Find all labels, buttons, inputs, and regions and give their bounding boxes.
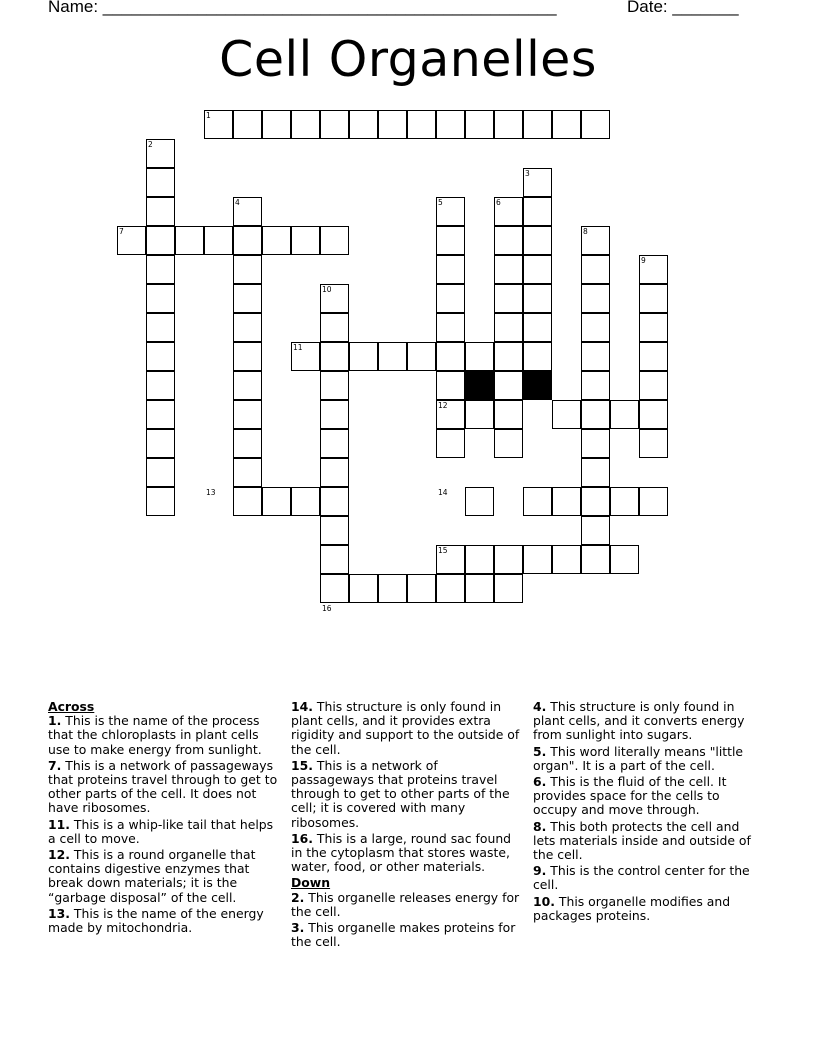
grid-cell[interactable] bbox=[639, 255, 668, 284]
grid-cell[interactable] bbox=[581, 342, 610, 371]
clue-number-label: 1 bbox=[206, 111, 211, 120]
down-heading: Down bbox=[291, 875, 331, 891]
page-title: Cell Organelles bbox=[219, 31, 597, 88]
clue-number-label: 15 bbox=[438, 546, 448, 555]
grid-cell[interactable] bbox=[494, 110, 523, 139]
grid-cell[interactable] bbox=[494, 429, 523, 458]
grid-cell[interactable] bbox=[349, 574, 378, 603]
grid-cell[interactable] bbox=[233, 342, 262, 371]
grid-cell[interactable] bbox=[320, 574, 349, 603]
name-field[interactable]: Name: ________________________________________________ bbox=[48, 0, 557, 16]
grid-cell[interactable] bbox=[262, 110, 291, 139]
clue-number: 16. bbox=[291, 830, 313, 846]
clue-number-label: 2 bbox=[148, 140, 153, 149]
grid-cell[interactable] bbox=[523, 284, 552, 313]
grid-cell[interactable] bbox=[494, 342, 523, 371]
clue-text: This is a whip-like tail that helps a cell to move. bbox=[48, 816, 274, 846]
grid-cell[interactable] bbox=[378, 574, 407, 603]
clue-item bbox=[48, 907, 280, 935]
grid-cell[interactable] bbox=[581, 545, 610, 574]
grid-cell[interactable] bbox=[436, 226, 465, 255]
clue-number-label: 5 bbox=[438, 198, 443, 207]
clue-number-label: 3 bbox=[525, 169, 530, 178]
grid-cell[interactable] bbox=[581, 255, 610, 284]
clue-number-label: 14 bbox=[438, 488, 448, 497]
grid-cell[interactable] bbox=[581, 226, 610, 255]
grid-cell[interactable] bbox=[233, 110, 262, 139]
grid-cell[interactable] bbox=[523, 255, 552, 284]
grid-cell[interactable] bbox=[262, 487, 291, 516]
grid-cell[interactable] bbox=[378, 110, 407, 139]
grid-cell[interactable] bbox=[436, 313, 465, 342]
grid-cell[interactable] bbox=[146, 400, 175, 429]
grid-cell[interactable] bbox=[523, 487, 552, 516]
grid-cell[interactable] bbox=[117, 226, 146, 255]
grid-cell[interactable] bbox=[523, 197, 552, 226]
clues-column-1 bbox=[48, 700, 280, 937]
grid-cell[interactable] bbox=[581, 516, 610, 545]
clue-number: 7. bbox=[48, 757, 62, 773]
grid-cell[interactable] bbox=[610, 545, 639, 574]
grid-cell[interactable] bbox=[378, 342, 407, 371]
grid-cell[interactable] bbox=[523, 313, 552, 342]
grid-cell[interactable] bbox=[581, 487, 610, 516]
grid-cell[interactable] bbox=[320, 545, 349, 574]
clue-number-label: 4 bbox=[235, 198, 240, 207]
clue-number: 2. bbox=[291, 889, 305, 905]
clue-number: 5. bbox=[533, 743, 547, 759]
clue-number: 9. bbox=[533, 863, 547, 879]
clue-item bbox=[291, 759, 523, 830]
grid-cell[interactable] bbox=[465, 110, 494, 139]
grid-cell[interactable] bbox=[552, 487, 581, 516]
grid-cell[interactable] bbox=[320, 110, 349, 139]
grid-cell[interactable] bbox=[523, 226, 552, 255]
grid-cell[interactable] bbox=[494, 226, 523, 255]
clue-item bbox=[533, 820, 765, 863]
clue-number: 10. bbox=[533, 893, 555, 909]
grid-cell[interactable] bbox=[581, 371, 610, 400]
clue-item bbox=[48, 848, 280, 905]
clue-number-label: 9 bbox=[641, 256, 646, 265]
clue-text: This structure is only found in plant cells, and it converts energy from sunlight into sugars. bbox=[533, 699, 745, 743]
grid-cell[interactable] bbox=[291, 487, 320, 516]
grid-cell[interactable] bbox=[494, 284, 523, 313]
grid-cell[interactable] bbox=[407, 110, 436, 139]
clue-number: 3. bbox=[291, 920, 305, 936]
grid-cell[interactable] bbox=[233, 313, 262, 342]
grid-cell[interactable] bbox=[552, 110, 581, 139]
clue-number-label: 7 bbox=[119, 227, 124, 236]
grid-cell[interactable] bbox=[494, 197, 523, 226]
grid-cell[interactable] bbox=[581, 458, 610, 487]
grid-cell[interactable] bbox=[639, 313, 668, 342]
clue-item bbox=[533, 745, 765, 773]
clue-item bbox=[48, 714, 280, 757]
grid-cell[interactable] bbox=[436, 255, 465, 284]
grid-cell[interactable] bbox=[146, 313, 175, 342]
grid-cell[interactable] bbox=[320, 429, 349, 458]
clue-item bbox=[533, 864, 765, 892]
grid-cell[interactable] bbox=[320, 487, 349, 516]
clue-number-label: 6 bbox=[496, 198, 501, 207]
clue-text: This is a network of passageways that proteins travel through to get to other parts of the cell; it is covered with many ribosomes. bbox=[291, 757, 510, 830]
grid-cell[interactable] bbox=[465, 342, 494, 371]
grid-cell[interactable] bbox=[146, 255, 175, 284]
clue-text: This structure is only found in plant cells, and it provides extra rigidity and support to the outside of the cell. bbox=[291, 699, 520, 757]
grid-cell[interactable] bbox=[146, 458, 175, 487]
grid-cell[interactable] bbox=[436, 574, 465, 603]
clue-text: This is a network of passageways that proteins travel through to get to other parts of the cell. It does not have ribosomes. bbox=[48, 757, 278, 816]
grid-cell[interactable] bbox=[639, 371, 668, 400]
grid-cell[interactable] bbox=[349, 110, 378, 139]
clue-number: 6. bbox=[533, 774, 547, 790]
grid-cell[interactable] bbox=[581, 110, 610, 139]
clue-number: 14. bbox=[291, 699, 313, 714]
grid-cell[interactable] bbox=[610, 487, 639, 516]
clue-text: This is the fluid of the cell. It provides space for the cells to occupy and move through. bbox=[533, 774, 727, 818]
clue-number-label: 8 bbox=[583, 227, 588, 236]
grid-cell[interactable] bbox=[610, 400, 639, 429]
clue-number: 4. bbox=[533, 699, 547, 714]
date-field[interactable]: Date: _______ bbox=[627, 0, 739, 16]
grid-cell[interactable] bbox=[581, 429, 610, 458]
grid-cell[interactable] bbox=[233, 226, 262, 255]
grid-cell[interactable] bbox=[146, 139, 175, 168]
grid-cell[interactable] bbox=[291, 342, 320, 371]
clue-item bbox=[291, 832, 523, 875]
clue-number-label: 13 bbox=[206, 488, 216, 497]
grid-cell[interactable] bbox=[436, 545, 465, 574]
clue-text: This organelle modifies and packages proteins. bbox=[533, 893, 731, 923]
grid-cell[interactable] bbox=[320, 400, 349, 429]
grid-cell[interactable] bbox=[146, 429, 175, 458]
grid-cell[interactable] bbox=[465, 574, 494, 603]
clue-item bbox=[533, 775, 765, 818]
clue-item bbox=[48, 759, 280, 816]
grid-cell[interactable] bbox=[436, 371, 465, 400]
clue-number-label: 10 bbox=[322, 285, 332, 294]
grid-cell[interactable] bbox=[320, 313, 349, 342]
clue-number: 13. bbox=[48, 905, 70, 921]
grid-cell[interactable] bbox=[233, 255, 262, 284]
grid-cell[interactable] bbox=[436, 400, 465, 429]
clue-item bbox=[533, 895, 765, 923]
grid-cell[interactable] bbox=[291, 226, 320, 255]
grid-cell[interactable] bbox=[436, 342, 465, 371]
clue-item bbox=[533, 700, 765, 743]
clue-text: This is the control center for the cell. bbox=[533, 863, 750, 893]
clues-column-3 bbox=[533, 700, 765, 925]
grid-cell[interactable] bbox=[494, 545, 523, 574]
grid-cell[interactable] bbox=[639, 400, 668, 429]
grid-cell[interactable] bbox=[175, 226, 204, 255]
grid-cell[interactable] bbox=[320, 516, 349, 545]
grid-cell[interactable] bbox=[204, 226, 233, 255]
grid-cell[interactable] bbox=[465, 545, 494, 574]
clue-text: This is the name of the energy made by mitochondria. bbox=[48, 905, 264, 936]
grid-cell[interactable] bbox=[146, 487, 175, 516]
grid-cell[interactable] bbox=[146, 284, 175, 313]
clue-text: This organelle makes proteins for the cell. bbox=[291, 920, 516, 950]
clue-number: 1. bbox=[48, 713, 62, 729]
grid-cell[interactable] bbox=[465, 487, 494, 516]
clue-number: 15. bbox=[291, 757, 313, 773]
grid-cell[interactable] bbox=[291, 110, 320, 139]
grid-cell[interactable] bbox=[233, 400, 262, 429]
grid-cell[interactable] bbox=[639, 284, 668, 313]
clue-text: This is a large, round sac found in the cytoplasm that stores waste, water, food, or other materials. bbox=[291, 830, 512, 875]
grid-cell[interactable] bbox=[233, 371, 262, 400]
grid-cell[interactable] bbox=[407, 342, 436, 371]
grid-cell[interactable] bbox=[349, 342, 378, 371]
across-clue-list-continued bbox=[291, 700, 523, 874]
grid-cell[interactable] bbox=[320, 342, 349, 371]
grid-cell[interactable] bbox=[494, 574, 523, 603]
clues-column-2 bbox=[291, 700, 523, 951]
clue-number: 8. bbox=[533, 818, 547, 834]
grid-block bbox=[465, 371, 494, 400]
grid-cell[interactable] bbox=[233, 197, 262, 226]
grid-cell[interactable] bbox=[146, 226, 175, 255]
clue-item bbox=[48, 818, 280, 846]
grid-cell[interactable] bbox=[552, 400, 581, 429]
clue-text: This both protects the cell and lets materials inside and outside of the cell. bbox=[533, 818, 751, 863]
grid-cell[interactable] bbox=[581, 313, 610, 342]
grid-cell[interactable] bbox=[320, 458, 349, 487]
grid-cell[interactable] bbox=[581, 284, 610, 313]
grid-cell[interactable] bbox=[146, 342, 175, 371]
grid-cell[interactable] bbox=[233, 429, 262, 458]
clue-item bbox=[291, 921, 523, 949]
grid-cell[interactable] bbox=[494, 255, 523, 284]
grid-cell[interactable] bbox=[494, 313, 523, 342]
grid-cell[interactable] bbox=[581, 400, 610, 429]
grid-cell[interactable] bbox=[407, 574, 436, 603]
down-clue-list-continued bbox=[533, 700, 765, 923]
clue-item bbox=[291, 891, 523, 919]
grid-cell[interactable] bbox=[523, 168, 552, 197]
grid-cell[interactable] bbox=[320, 284, 349, 313]
clue-number-label: 12 bbox=[438, 401, 448, 410]
grid-cell[interactable] bbox=[552, 545, 581, 574]
grid-cell[interactable] bbox=[523, 110, 552, 139]
grid-cell[interactable] bbox=[233, 458, 262, 487]
grid-cell[interactable] bbox=[639, 429, 668, 458]
grid-cell[interactable] bbox=[146, 197, 175, 226]
grid-cell[interactable] bbox=[204, 110, 233, 139]
down-clue-list bbox=[291, 891, 523, 950]
grid-cell[interactable] bbox=[320, 371, 349, 400]
grid-cell[interactable] bbox=[320, 226, 349, 255]
clue-text: This is the name of the process that the chloroplasts in plant cells use to make energy from sunlight. bbox=[48, 713, 262, 757]
grid-cell[interactable] bbox=[436, 110, 465, 139]
clue-number: 12. bbox=[48, 847, 70, 863]
grid-cell[interactable] bbox=[523, 342, 552, 371]
clue-item bbox=[291, 700, 523, 757]
grid-cell[interactable] bbox=[436, 429, 465, 458]
grid-cell[interactable] bbox=[233, 487, 262, 516]
grid-cell[interactable] bbox=[639, 342, 668, 371]
clue-text: This is a round organelle that contains digestive enzymes that break down materials; it is the “garbage disposal” of the cell. bbox=[48, 847, 256, 905]
across-heading: Across bbox=[48, 699, 95, 714]
clue-text: This word literally means "little organ". It is a part of the cell. bbox=[533, 743, 744, 773]
clue-text: This organelle releases energy for the cell. bbox=[291, 889, 520, 919]
grid-cell[interactable] bbox=[146, 168, 175, 197]
grid-cell[interactable] bbox=[494, 400, 523, 429]
clue-number: 11. bbox=[48, 816, 70, 832]
grid-cell[interactable] bbox=[523, 545, 552, 574]
grid-cell[interactable] bbox=[146, 371, 175, 400]
grid-block bbox=[523, 371, 552, 400]
grid-cell[interactable] bbox=[465, 400, 494, 429]
grid-cell[interactable] bbox=[639, 487, 668, 516]
grid-cell[interactable] bbox=[262, 226, 291, 255]
clue-number-label: 16 bbox=[322, 604, 332, 613]
grid-cell[interactable] bbox=[436, 197, 465, 226]
grid-cell[interactable] bbox=[494, 371, 523, 400]
across-clue-list bbox=[48, 714, 280, 935]
grid-cell[interactable] bbox=[233, 284, 262, 313]
grid-cell[interactable] bbox=[436, 284, 465, 313]
clue-number-label: 11 bbox=[293, 343, 303, 352]
